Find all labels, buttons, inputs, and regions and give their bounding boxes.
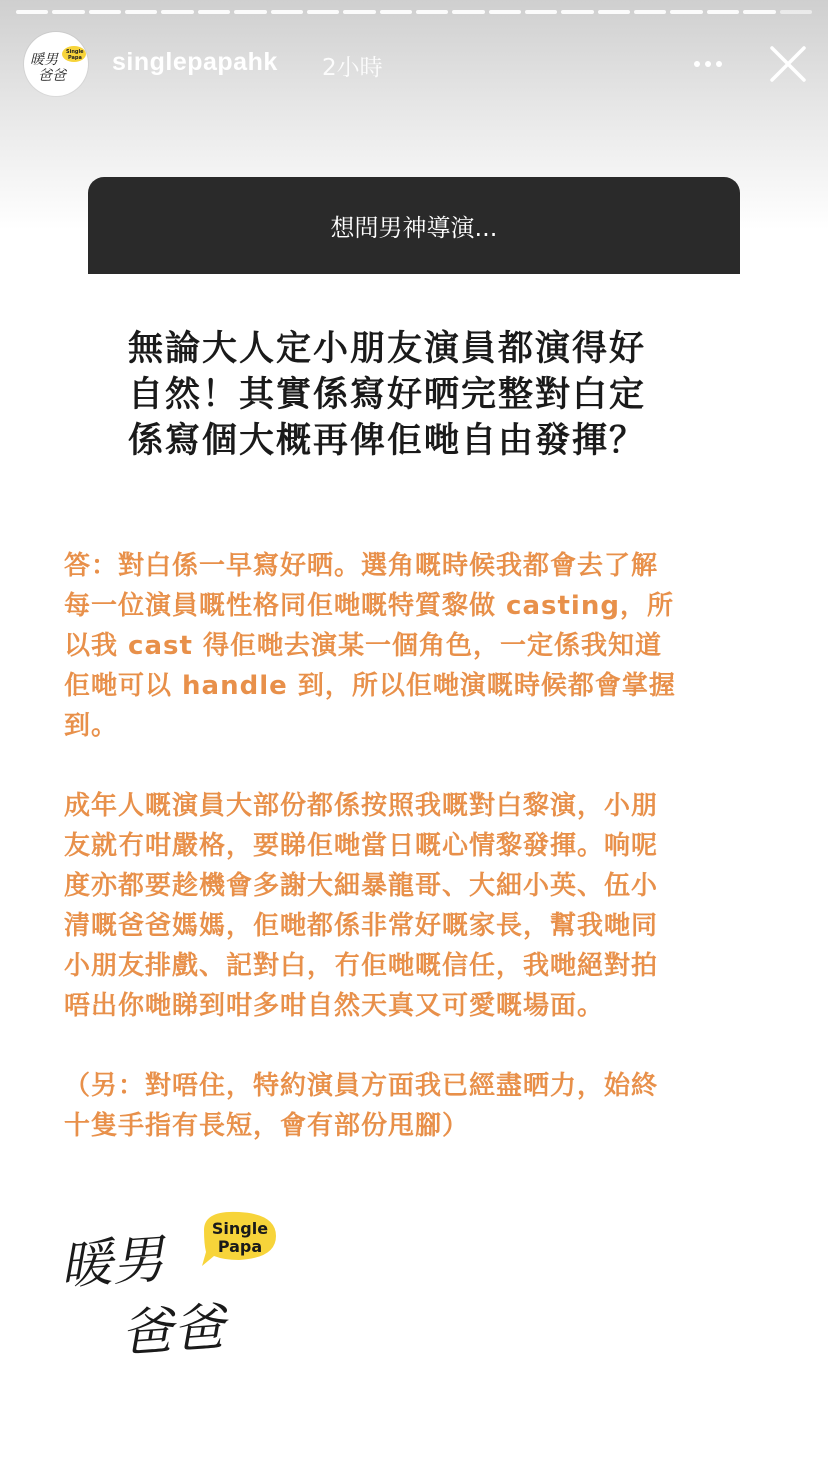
story-progress-segment xyxy=(380,10,412,14)
answer-paragraph: 成年人嘅演員大部份都係按照我嘅對白黎演，小朋 友就冇咁嚴格，要睇佢哋當日嘅心情黎發揮。响呢 度亦都要趁機會多謝大細暴龍哥、大細小英、伍小 清嘅爸爸媽媽，佢哋都係非常好嘅家長，幫我哋同 小朋友排戲、記對白，冇佢哋嘅信任，我哋絕對拍 唔出你哋睇到咁多咁自然天真又可愛嘅場面。 xyxy=(64,791,659,1021)
post-time: 2小時 xyxy=(322,55,383,81)
story-progress-segment xyxy=(416,10,448,14)
story-progress-segment xyxy=(52,10,84,14)
logo-english-bottom: Papa xyxy=(217,1237,263,1256)
story-progress-segment xyxy=(561,10,593,14)
avatar-logo-icon xyxy=(24,32,88,96)
story-progress-segment xyxy=(670,10,702,14)
story-progress-segment xyxy=(307,10,339,14)
story-progress-segment xyxy=(343,10,375,14)
story-progress-segment xyxy=(16,10,48,14)
story-progress-bar xyxy=(16,10,812,14)
story-progress-segment xyxy=(634,10,666,14)
username[interactable]: singlepapahk xyxy=(112,48,278,76)
story-progress-segment xyxy=(598,10,630,14)
close-icon[interactable] xyxy=(766,42,810,86)
question-text: 想問男神導演... xyxy=(330,214,498,242)
story-progress-segment xyxy=(489,10,521,14)
story-progress-segment xyxy=(89,10,121,14)
avatar[interactable] xyxy=(24,32,88,96)
story-progress-segment xyxy=(743,10,775,14)
logo-chinese-bottom: 爸爸 xyxy=(118,1297,227,1365)
logo-chinese-top: 暖男 xyxy=(58,1229,167,1297)
more-icon[interactable] xyxy=(686,44,730,84)
svg-text:暖男: 暖男 xyxy=(30,52,58,68)
question-sticker xyxy=(88,177,740,274)
story-progress-segment xyxy=(198,10,230,14)
answer-paragraph: 答：對白係一早寫好晒。選角嘅時候我都會去了解 每一位演員嘅性格同佢哋嘅特質黎做 casting，所 以我 cast 得佢哋去演某一個角色，一定係我知道 佢哋可以 handle 到，所以佢哋演嘅時候都會掌握 到。 xyxy=(64,551,676,741)
story-progress-segment xyxy=(525,10,557,14)
svg-text:Single: Single xyxy=(66,49,84,55)
story-progress-segment xyxy=(271,10,303,14)
answer-paragraph: （另：對唔住，特約演員方面我已經盡晒力，始終 十隻手指有長短，會有部份甩腳） xyxy=(64,1071,659,1141)
story-progress-segment xyxy=(125,10,157,14)
logo-english-top: Single xyxy=(211,1219,269,1238)
story-header xyxy=(0,28,828,102)
story-progress-segment xyxy=(707,10,739,14)
brand-logo xyxy=(54,1200,294,1370)
story-progress-segment xyxy=(234,10,266,14)
story-progress-segment xyxy=(780,10,812,14)
svg-text:Papa: Papa xyxy=(68,55,82,61)
story-progress-segment xyxy=(161,10,193,14)
story-progress-segment xyxy=(452,10,484,14)
question-title: 無論大人定小朋友演員都演得好 自然！其實係寫好晒完整對白定 係寫個大概再俾佢哋自由發揮？ xyxy=(128,329,647,461)
svg-text:爸爸: 爸爸 xyxy=(38,68,66,84)
